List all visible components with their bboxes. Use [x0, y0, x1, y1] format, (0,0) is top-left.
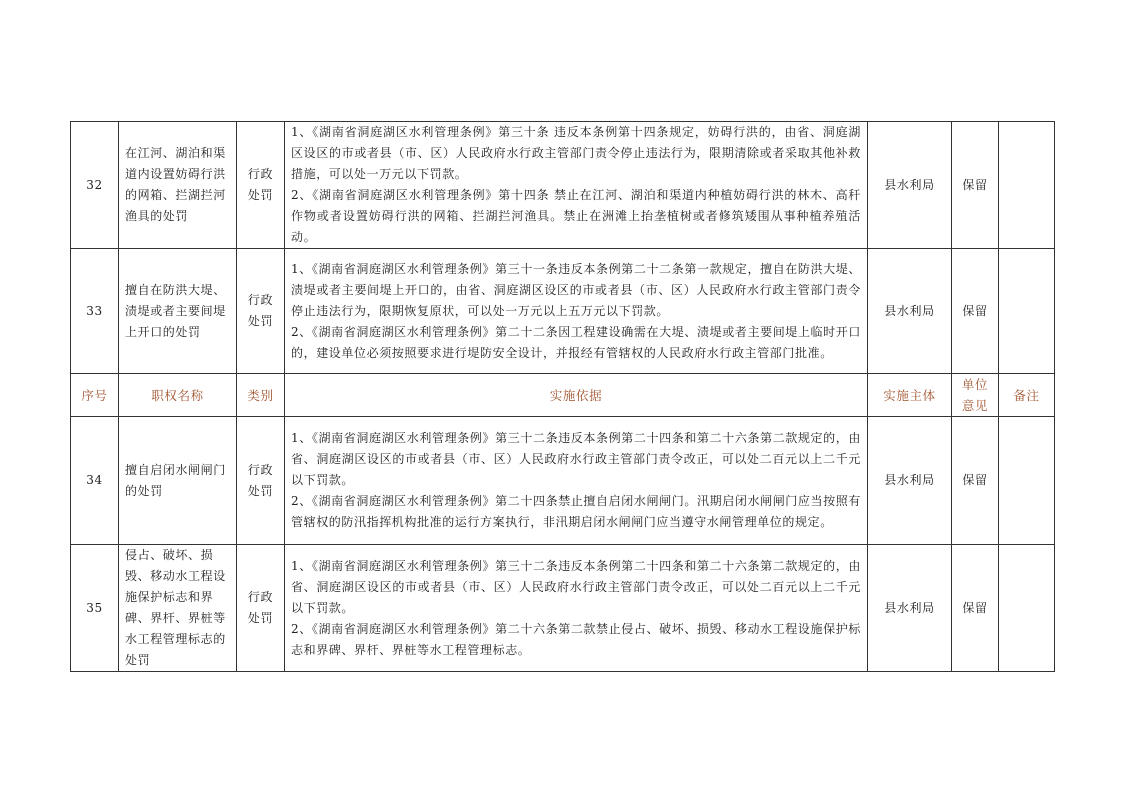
basis-paragraph: 2、《湖南省洞庭湖区水利管理条例》第十四条 禁止在江河、湖泊和渠道内种植妨碍行洪的林木、高秆作物或者设置妨碍行洪的网箱、拦湖拦河渔具。禁止在洲滩上抬垄植树或者修筑矮围从事种植养殖活动。: [291, 188, 861, 244]
row-basis: [285, 249, 868, 374]
table-row: [71, 122, 1055, 249]
row-subject: 县水利局: [868, 249, 952, 374]
row-category: 行政处罚: [237, 545, 285, 672]
row-category: 行政处罚: [237, 249, 285, 374]
row-seq: 33: [71, 249, 119, 374]
basis-paragraph: 2、《湖南省洞庭湖区水利管理条例》第二十六条第二款禁止侵占、破坏、损毁、移动水工程设施保护标志和界碑、界杆、界桩等水工程管理标志。: [291, 621, 861, 657]
header-name: 职权名称: [119, 374, 237, 417]
row-opinion: 保留: [952, 545, 999, 672]
row-subject: 县水利局: [868, 417, 952, 545]
row-seq: 34: [71, 417, 119, 545]
row-opinion: 保留: [952, 122, 999, 249]
row-remark: [999, 249, 1055, 374]
header-seq: 序号: [71, 374, 119, 417]
basis-paragraph: 2、《湖南省洞庭湖区水利管理条例》第二十二条因工程建设确需在大堤、渍堤或者主要间堤上临时开口的，建设单位必须按照要求进行堤防安全设计，并报经有管辖权的人民政府水行政主管部门批准。: [291, 324, 861, 360]
header-basis: 实施依据: [285, 374, 868, 417]
table-row: [71, 249, 1055, 374]
basis-paragraph: 1、《湖南省洞庭湖区水利管理条例》第三十条 违反本条例第十四条规定，妨碍行洪的，由省、洞庭湖区设区的市或者县（市、区）人民政府水行政主管部门责令停止违法行为，限期清除或者采取其他补救措施，可以处一万元以下罚款。: [291, 125, 861, 181]
row-seq: 35: [71, 545, 119, 672]
table-row: [71, 417, 1055, 545]
row-remark: [999, 417, 1055, 545]
basis-paragraph: 1、《湖南省洞庭湖区水利管理条例》第三十一条违反本条例第二十二条第一款规定，擅自在防洪大堤、渍堤或者主要间堤上开口的，由省、洞庭湖区设区的市或者县（市、区）人民政府水行政主管部门责令停止违法行为，限期恢复原状，可以处一万元以上五万元以下罚款。: [291, 261, 861, 318]
row-category: 行政处罚: [237, 417, 285, 545]
row-name: 在江河、湖泊和渠道内设置妨碍行洪的网箱、拦湖拦河渔具的处罚: [119, 122, 237, 249]
basis-paragraph: 1、《湖南省洞庭湖区水利管理条例》第三十二条违反本条例第二十四条和第二十六条第二款规定的，由省、洞庭湖区设区的市或者县（市、区）人民政府水行政主管部门责令改正，可以处二百元以上二千元以下罚款。: [291, 558, 861, 615]
row-subject: 县水利局: [868, 122, 952, 249]
row-basis: [285, 417, 868, 545]
header-remark: 备注: [999, 374, 1055, 417]
header-subject: 实施主体: [868, 374, 952, 417]
row-seq: 32: [71, 122, 119, 249]
basis-paragraph: 1、《湖南省洞庭湖区水利管理条例》第三十二条违反本条例第二十四条和第二十六条第二款规定的，由省、洞庭湖区设区的市或者县（市、区）人民政府水行政主管部门责令改正，可以处二百元以上二千元以下罚款。: [291, 431, 861, 487]
header-opinion: 单位意见: [952, 374, 999, 417]
header-category: 类别: [237, 374, 285, 417]
row-name: 擅自启闭水闸闸门的处罚: [119, 417, 237, 545]
row-remark: [999, 545, 1055, 672]
row-opinion: 保留: [952, 417, 999, 545]
row-opinion: 保留: [952, 249, 999, 374]
row-name: 侵占、破坏、损毁、移动水工程设施保护标志和界碑、界杆、界桩等水工程管理标志的处罚: [119, 545, 237, 672]
authority-table: [70, 121, 1055, 672]
row-basis: [285, 545, 868, 672]
table-row: [71, 545, 1055, 672]
row-remark: [999, 122, 1055, 249]
basis-paragraph: 2、《湖南省洞庭湖区水利管理条例》第二十四条禁止擅自启闭水闸闸门。汛期启闭水闸闸门应当按照有管辖权的防汛指挥机构批准的运行方案执行，非汛期启闭水闸闸门应当遵守水闸管理单位的规定。: [291, 494, 861, 529]
header-row: [71, 374, 1055, 417]
row-name: 擅自在防洪大堤、渍堤或者主要间堤上开口的处罚: [119, 249, 237, 374]
row-basis: [285, 122, 868, 249]
row-subject: 县水利局: [868, 545, 952, 672]
row-category: 行政处罚: [237, 122, 285, 249]
